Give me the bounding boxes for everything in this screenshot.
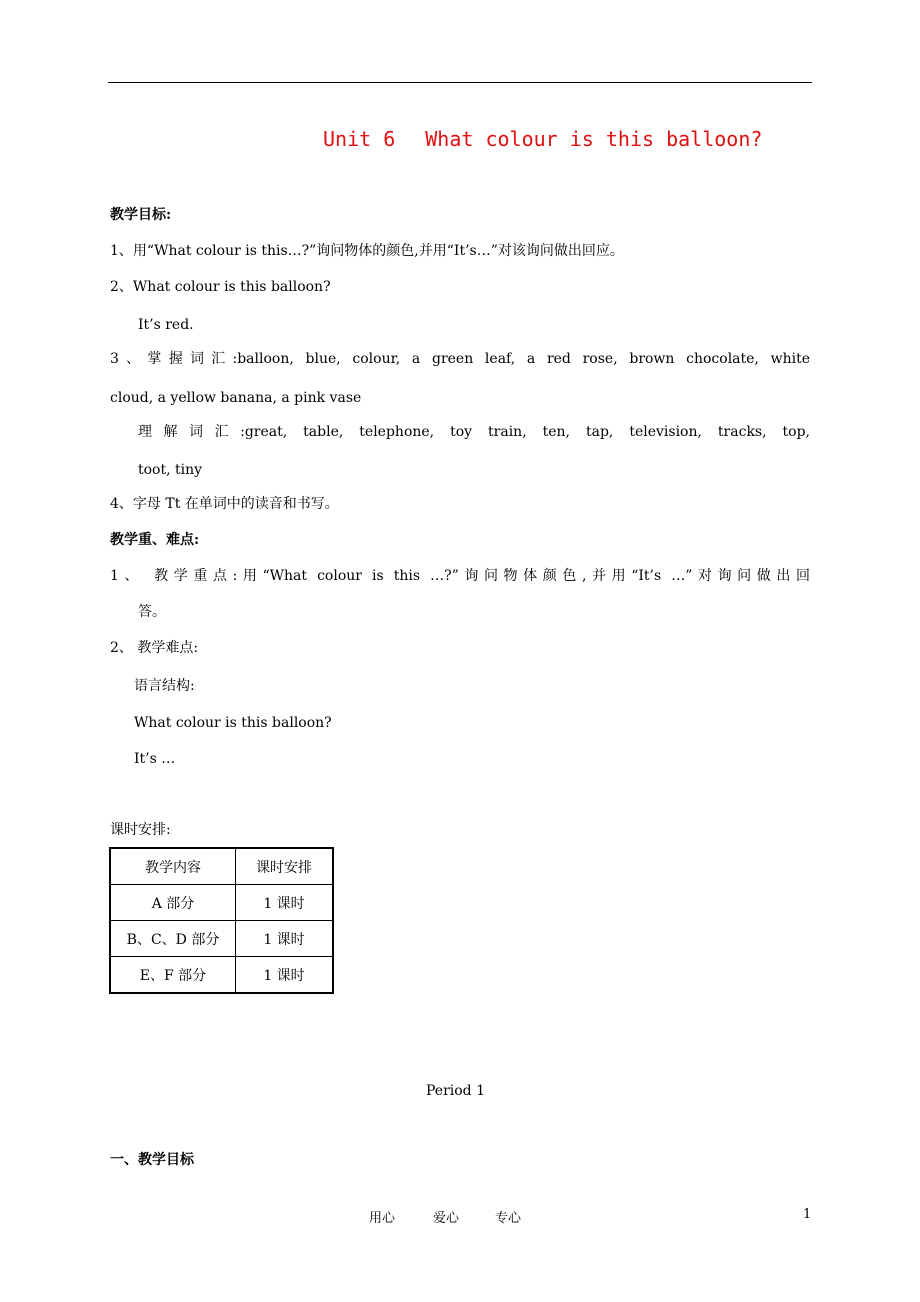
table-cell: A 部分	[110, 885, 236, 921]
table-header-cell: 教学内容	[110, 848, 236, 885]
title-question: What colour is this balloon?	[425, 127, 763, 151]
table-cell: E、F 部分	[110, 957, 236, 994]
table-cell: 1 课时	[236, 885, 334, 921]
objectives-heading: 教学目标:	[110, 207, 172, 223]
period-section-heading: 一、教学目标	[110, 1152, 194, 1168]
table-cell: 1 课时	[236, 957, 334, 994]
table-row	[110, 885, 333, 921]
table-header-row	[110, 848, 333, 885]
objective-item-3-sub-line-1: 理解词汇:great, table, telephone, toy train, ten, tap, television, tracks, top,	[138, 424, 810, 440]
objective-item-3-sub-line-2: toot, tiny	[138, 462, 203, 478]
table-row	[110, 957, 333, 994]
objective-item-3-line-1: 3、掌握词汇:balloon, blue, colour, a green leaf, a red rose, brown chocolate, white	[110, 351, 810, 367]
table-cell: B、C、D 部分	[110, 921, 236, 957]
footer-motto-3: 专心	[495, 1211, 522, 1226]
key-point-item-2: 2、 教学难点:	[110, 640, 199, 656]
objective-item-2: 2、What colour is this balloon?	[110, 279, 331, 295]
structure-question: What colour is this balloon?	[134, 715, 332, 731]
objective-item-1: 1、用“What colour is this…?”询问物体的颜色,并用“It’s…”对该询问做出回应。	[110, 243, 624, 259]
schedule-label: 课时安排:	[110, 822, 171, 838]
key-point-item-1-line-1: 1、 教学重点:用“What colour is this …?”询问物体颜色,并用“It’s …”对询问做出回	[110, 568, 810, 584]
footer-motto-1: 用心	[369, 1211, 396, 1226]
objective-item-2-answer: It’s red.	[138, 317, 194, 333]
footer-motto-2: 爱心	[433, 1211, 460, 1226]
page-number: 1	[803, 1207, 812, 1222]
structure-label: 语言结构:	[134, 678, 195, 694]
header-rule	[108, 82, 812, 83]
title-unit: Unit 6	[323, 127, 396, 151]
table-cell: 1 课时	[236, 921, 334, 957]
page-title	[323, 127, 762, 151]
objective-item-3-line-2: cloud, a yellow banana, a pink vase	[110, 390, 362, 406]
structure-answer: It’s …	[134, 751, 176, 767]
schedule-table	[109, 847, 334, 994]
objective-item-4: 4、字母 Tt 在单词中的读音和书写。	[110, 496, 339, 512]
period-title: Period 1	[426, 1083, 485, 1099]
key-points-heading: 教学重、难点:	[110, 532, 200, 548]
table-header-cell: 课时安排	[236, 848, 334, 885]
table-row	[110, 921, 333, 957]
key-point-item-1-line-2: 答。	[138, 604, 166, 620]
